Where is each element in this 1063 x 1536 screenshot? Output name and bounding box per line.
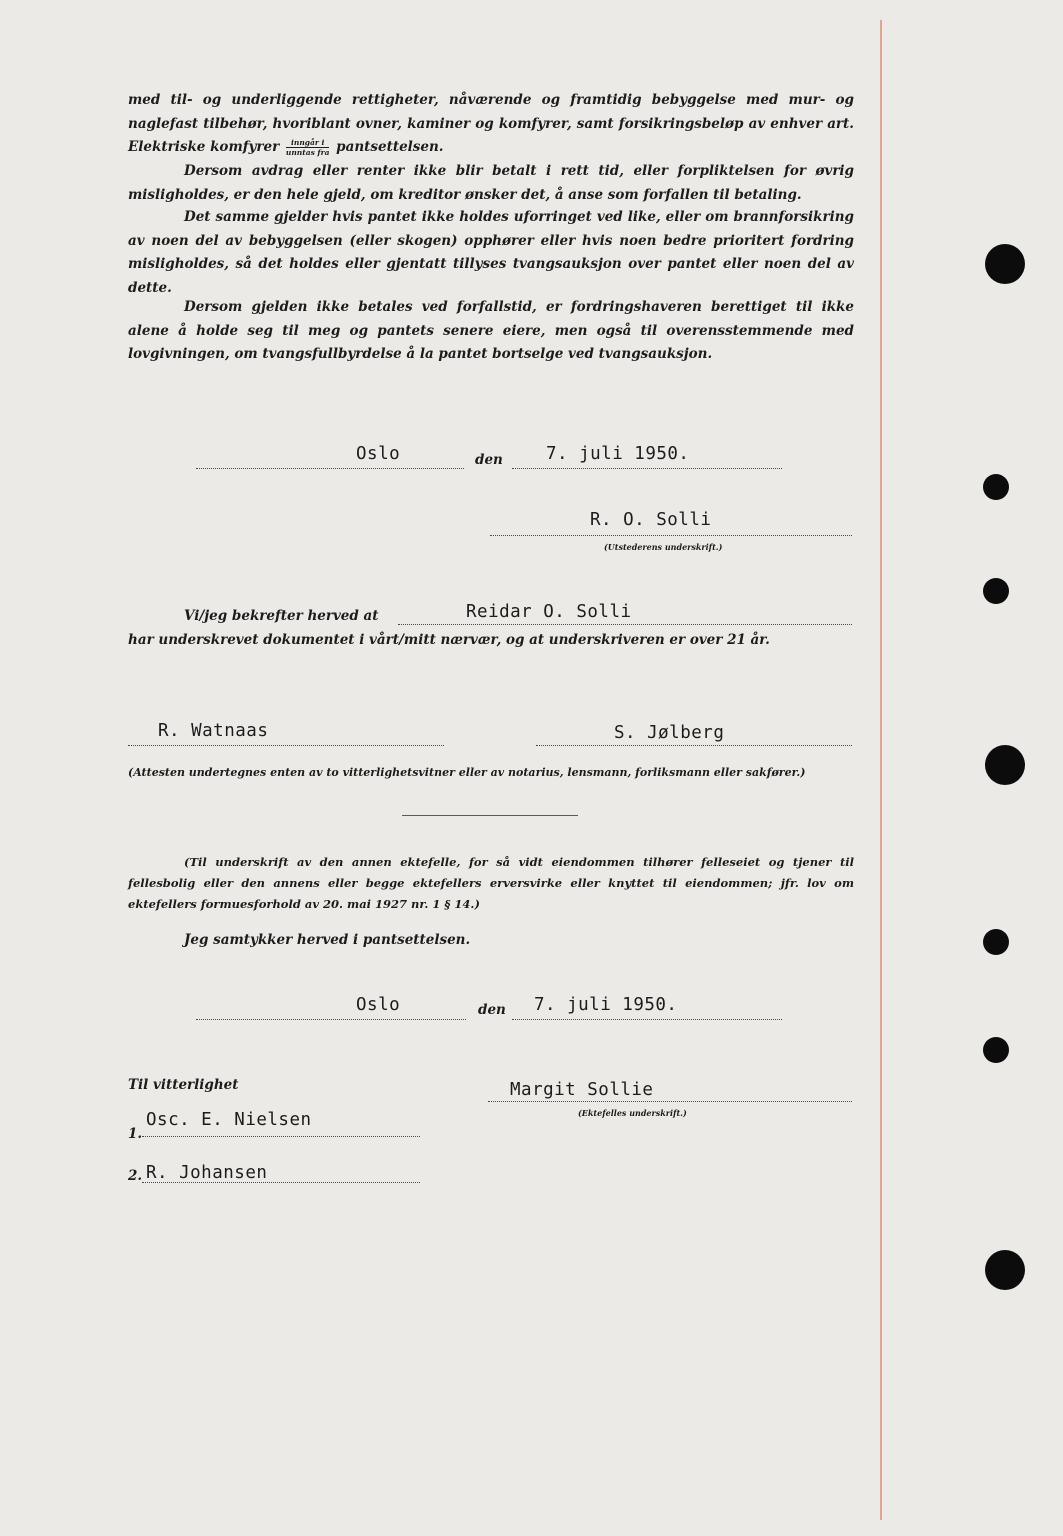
paragraph-forced-sale: Dersom gjelden ikke betales ved forfallstid, er fordringshaveren berettiget til ikke alene å holde seg til meg og pantets senere eiere, men også til overensstemmende med lovgivningen, om tvangsfullbyrdelse å la pantet bortselge ved tvangsauksjon. xyxy=(128,299,854,362)
witness-heading: Til vitterlighet xyxy=(128,1077,239,1093)
spouse-witness-1: Osc. E. Nielsen xyxy=(146,1110,312,1130)
spouse-place-line xyxy=(196,1019,466,1020)
witness-line-1 xyxy=(128,745,444,746)
witness-signature-2: S. Jølberg xyxy=(614,723,725,743)
issue-date: 7. juli 1950. xyxy=(546,444,690,464)
place-line xyxy=(196,468,464,469)
date-line xyxy=(512,468,782,469)
spouse-date: 7. juli 1950. xyxy=(534,995,678,1015)
section-divider xyxy=(402,815,578,816)
witness-line-2 xyxy=(536,745,852,746)
punch-hole xyxy=(985,745,1025,785)
spouse-signature: Margit Sollie xyxy=(510,1080,654,1100)
punch-hole xyxy=(983,578,1009,604)
confirm-name-line xyxy=(398,624,852,625)
confirm-suffix: har underskrevet dokumentet i vårt/mitt nærvær, og at underskriveren er over 21 år. xyxy=(128,632,770,648)
spouse-witness-2: R. Johansen xyxy=(146,1163,268,1183)
paragraph-deterioration: Det samme gjelder hvis pantet ikke holdes uforringet ved like, eller om brannforsikring av noen del av bebyggelsen (eller skogen) opphører eller hvis noen bedre prioritert fordring misligholdes, så det holdes eller gjentatt tillyses tvangsauksjon over pantet eller noen del av dette. xyxy=(128,209,854,296)
witness-number-2: 2. xyxy=(128,1168,143,1184)
spouse-den-label: den xyxy=(478,1002,506,1018)
den-label: den xyxy=(475,452,503,468)
confirmed-name: Reidar O. Solli xyxy=(466,602,632,622)
attestation-note: (Attesten undertegnes enten av to vitterlighetsvitner eller av notarius, lensmann, forliksmann eller sakfører.) xyxy=(128,766,806,779)
spouse-witness-line-1 xyxy=(142,1136,420,1137)
paragraph-default-payment: Dersom avdrag eller renter ikke blir betalt i rett tid, eller forpliktelsen for øvrig misligholdes, er den hele gjeld, om kreditor ønsker det, å anse som forfallen til betaling. xyxy=(128,163,854,203)
paragraph-property-rights: med til- og underliggende rettigheter, nåværende og framtidig bebyggelse med mur- og naglefast tilbehør, hvoriblant ovner, kaminer og komfyrer, samt forsikringsbeløp av enhver art. Elektriske komfyrer $\frac{\text{inngår i}}{\text{unntas fra}}$ pantsettelsen. xyxy=(128,92,854,157)
issuer-caption: (Utstederens underskrift.) xyxy=(604,542,723,552)
spouse-date-line xyxy=(512,1019,782,1020)
punch-hole xyxy=(985,1250,1025,1290)
spouse-consent: Jeg samtykker herved i pantsettelsen. xyxy=(184,932,471,948)
issuer-signature-line xyxy=(490,535,852,536)
witness-signature-1: R. Watnaas xyxy=(158,721,269,741)
witness-number-1: 1. xyxy=(128,1126,143,1142)
included-excluded-fraction: $\frac{\text{inngår i}}{\text{unntas fra}}$ xyxy=(285,138,330,157)
punch-hole xyxy=(985,244,1025,284)
margin-line xyxy=(880,20,882,1520)
punch-hole xyxy=(983,1037,1009,1063)
spouse-place: Oslo xyxy=(356,995,401,1015)
punch-hole xyxy=(983,474,1009,500)
issuer-signature: R. O. Solli xyxy=(590,510,712,530)
confirm-prefix: Vi/jeg bekrefter herved at xyxy=(184,608,379,624)
issue-place: Oslo xyxy=(356,444,401,464)
spouse-signature-line xyxy=(488,1101,852,1102)
spouse-witness-line-2 xyxy=(142,1182,420,1183)
spouse-signature-caption: (Ektefelles underskrift.) xyxy=(578,1108,687,1118)
spouse-note: (Til underskrift av den annen ektefelle, for så vidt eiendommen tilhører felleseiet og tjener til fellesbolig eller den annens eller begge ektefellers erversvirke eller knyttet til eiendommen; jfr. lov om ektefellers formuesforhold av 20. mai 1927 nr. 1 § 14.) xyxy=(128,855,854,911)
punch-hole xyxy=(983,929,1009,955)
